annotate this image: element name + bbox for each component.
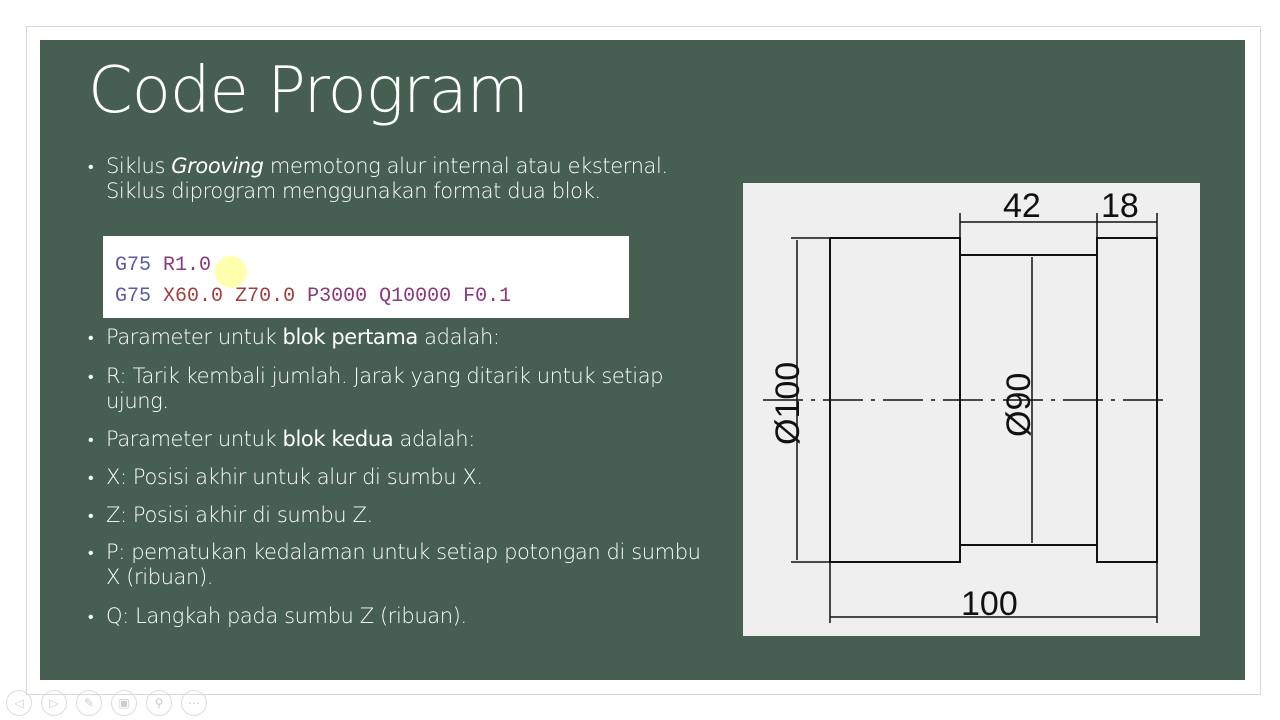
bullet-grooving xyxy=(88,154,706,204)
code-token: G75 xyxy=(115,254,152,277)
text: memotong alur internal atau eksternal. Siklus diprogram menggunakan format dua blok. xyxy=(106,154,668,203)
text: Parameter untuk xyxy=(106,427,283,451)
previous-icon[interactable]: ◁ xyxy=(6,690,32,716)
bullet-q: • Q: Langkah pada sumbu Z (ribuan). xyxy=(88,604,706,629)
text-italic: Grooving xyxy=(171,154,264,178)
groove-drawing xyxy=(743,183,1200,636)
text: adalah: xyxy=(393,427,475,451)
code-token: G75 xyxy=(115,285,152,308)
text-bold: blok kedua xyxy=(282,427,394,451)
text: Parameter untuk xyxy=(106,325,283,349)
code-token: Q10000 xyxy=(379,285,452,308)
text: Siklus xyxy=(106,154,172,178)
bullet-p: • P: pematukan kedalaman untuk setiap potongan di sumbu X (ribuan). xyxy=(88,540,706,590)
dim-100: 100 xyxy=(961,585,1018,623)
slide xyxy=(40,40,1245,680)
code-token: Z70.0 xyxy=(235,285,296,308)
bullet-z: • Z: Posisi akhir di sumbu Z. xyxy=(88,503,706,528)
code-token: P3000 xyxy=(307,285,368,308)
dim-18: 18 xyxy=(1101,187,1139,225)
text: adalah: xyxy=(417,325,500,349)
more-icon[interactable]: ⋯ xyxy=(181,690,207,716)
dim-dia90: Ø90 xyxy=(1000,372,1038,437)
next-icon[interactable]: ▷ xyxy=(41,690,67,716)
bullet-r: • R: Tarik kembali jumlah. Jarak yang ditarik untuk setiap ujung. xyxy=(88,364,706,414)
dim-42: 42 xyxy=(1003,187,1041,225)
bullet-blok-kedua xyxy=(88,427,706,452)
slideshow-controls xyxy=(6,690,207,716)
code-token: R1.0 xyxy=(163,254,212,277)
dim-dia100: Ø100 xyxy=(769,361,807,445)
code-token: X60.0 xyxy=(163,285,224,308)
slide-title: Code Program xyxy=(88,54,528,128)
code-block xyxy=(103,236,629,318)
bullet-blok-pertama xyxy=(88,325,706,350)
zoom-icon[interactable]: ⚲ xyxy=(146,690,172,716)
pen-icon[interactable]: ✎ xyxy=(76,690,102,716)
code-token: F0.1 xyxy=(463,285,512,308)
bullet-x: • X: Posisi akhir untuk alur di sumbu X. xyxy=(88,465,706,490)
text-bold: blok pertama xyxy=(282,325,418,349)
slides-icon[interactable]: ▣ xyxy=(111,690,137,716)
